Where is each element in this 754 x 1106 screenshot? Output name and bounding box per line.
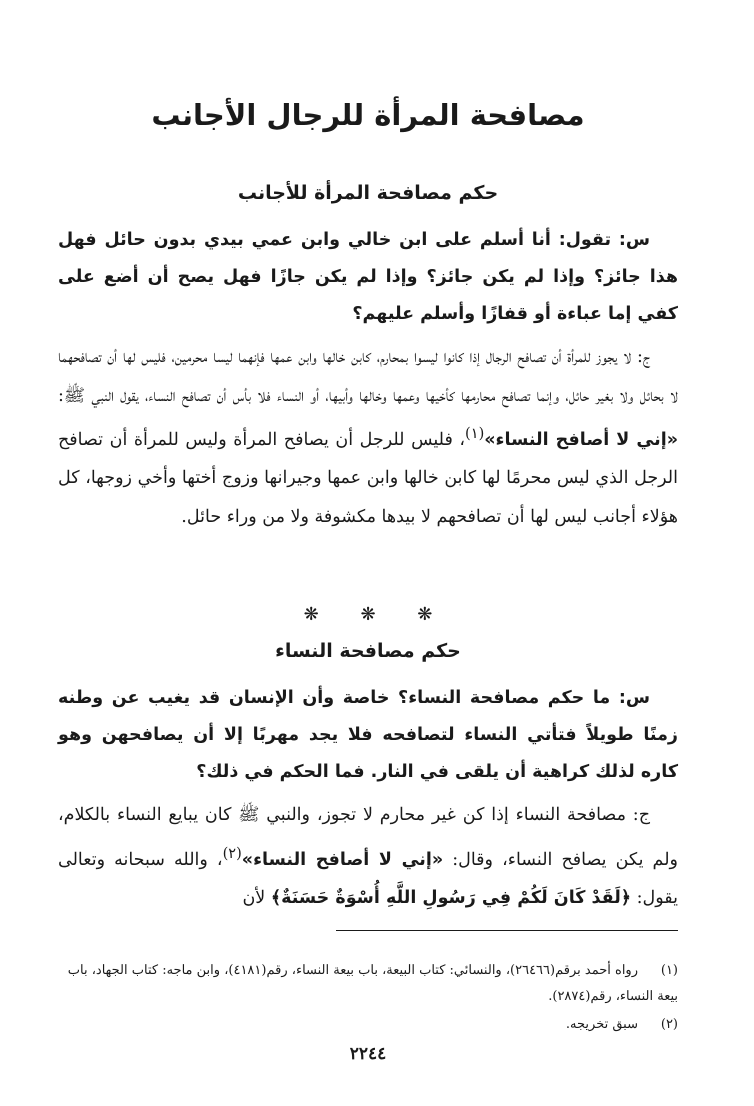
section1-hadith: «إني لا أصافح النساء» bbox=[484, 429, 678, 450]
section1-answer bbox=[58, 338, 678, 536]
section2-question: س: ما حكم مصافحة النساء؟ خاصة وأن الإنسان قد يغيب عن وطنه زمنًا طويلاً فتأتي النساء لتصافحه فلا يجد مهربًا إلا أن يصافحهن وهو كاره لذلك كراهية أن يلقى في النار. فما الحكم في ذلك؟ bbox=[58, 688, 678, 782]
footnote-divider bbox=[336, 930, 678, 931]
footnote-1-text: رواه أحمد برقم(٢٦٤٦٦)، والنسائي: كتاب البيعة، باب بيعة النساء، رقم(٤١٨١)، وابن ماجه: كتاب الجهاد، باب بيعة النساء، رقم(٢٨٧٤). bbox=[67, 963, 678, 1004]
section2-answer-part1: ج: مصافحة النساء إذا كن غير محارم لا تجوز، والنبي ﷺ كان يبايع النساء بالكلام، ولم يكن يصافح النساء، وقال: bbox=[58, 805, 678, 870]
section1-footnote-ref[interactable]: (١) bbox=[465, 425, 485, 442]
page bbox=[58, 0, 678, 1106]
section1-heading: حكم مصافحة المرأة للأجانب bbox=[237, 182, 499, 204]
section2-answer-part3: لأن bbox=[242, 887, 271, 908]
footnote-2-text: سبق تخريجه. bbox=[565, 1017, 638, 1032]
page-number: ٢٢٤٤ bbox=[349, 1044, 387, 1064]
section1-answer-part2: ، فليس للرجل أن يصافح المرأة وليس للمرأة أن تصافح الرجل الذي ليس محرمًا لها كابن خالها وابن عمها وجيرانها وزوج أختها وأخي زوجها، كل هؤلاء أجانب ليس لها أن تصافحهم لا بيدها مكشوفة ولا من وراء حائل. bbox=[58, 429, 678, 527]
footnote-1-number: (١) bbox=[660, 963, 678, 978]
section1-answer-part1: ج: لا يجوز للمرأة أن تصافح الرجال إذا كانوا ليسوا بمحارم، كابن خالها وابن عمها فإنهما ليسا محرمين، فليس لها أن تصافحهما لا بحائل ولا بغير حائل، وإنما تصافح محارمها كأخيها وعمها وخالها وأبيها، أو النساء فلا بأس أن تصافح النساء، يقول النبي ﷺ: bbox=[58, 347, 678, 406]
section2-answer-part2: ، والله سبحانه وتعالى يقول: bbox=[58, 849, 678, 908]
section2-answer bbox=[58, 796, 678, 917]
section1-question: س: تقول: أنا أسلم على ابن خالي وابن عمي بيدي بدون حائل فهل هذا جائز؟ وإذا لم يكن جائز؟ وإذا لم يكن جازًا فهل يصح أن أضع على كفي إما عباءة أو قفازًا وأسلم عليهم؟ bbox=[58, 230, 678, 324]
section2-footnote-ref[interactable]: (٢) bbox=[222, 844, 242, 862]
footnote-2-number: (٢) bbox=[660, 1017, 678, 1032]
page-title: مصافحة المرأة للرجال الأجانب bbox=[151, 98, 585, 132]
footnote-1 bbox=[58, 958, 678, 1010]
section-separator: ❋ ❋ ❋ bbox=[303, 604, 433, 625]
section2-hadith: «إني لا أصافح النساء» bbox=[241, 849, 444, 870]
quran-verse: ﴿لَقَدْ كَانَ لَكُمْ فِي رَسُولِ اللَّهِ أُسْوَةٌ حَسَنَةٌ﴾ bbox=[270, 887, 632, 908]
section2-heading: حكم مصافحة النساء bbox=[275, 640, 461, 662]
footnote-2 bbox=[58, 1012, 678, 1038]
